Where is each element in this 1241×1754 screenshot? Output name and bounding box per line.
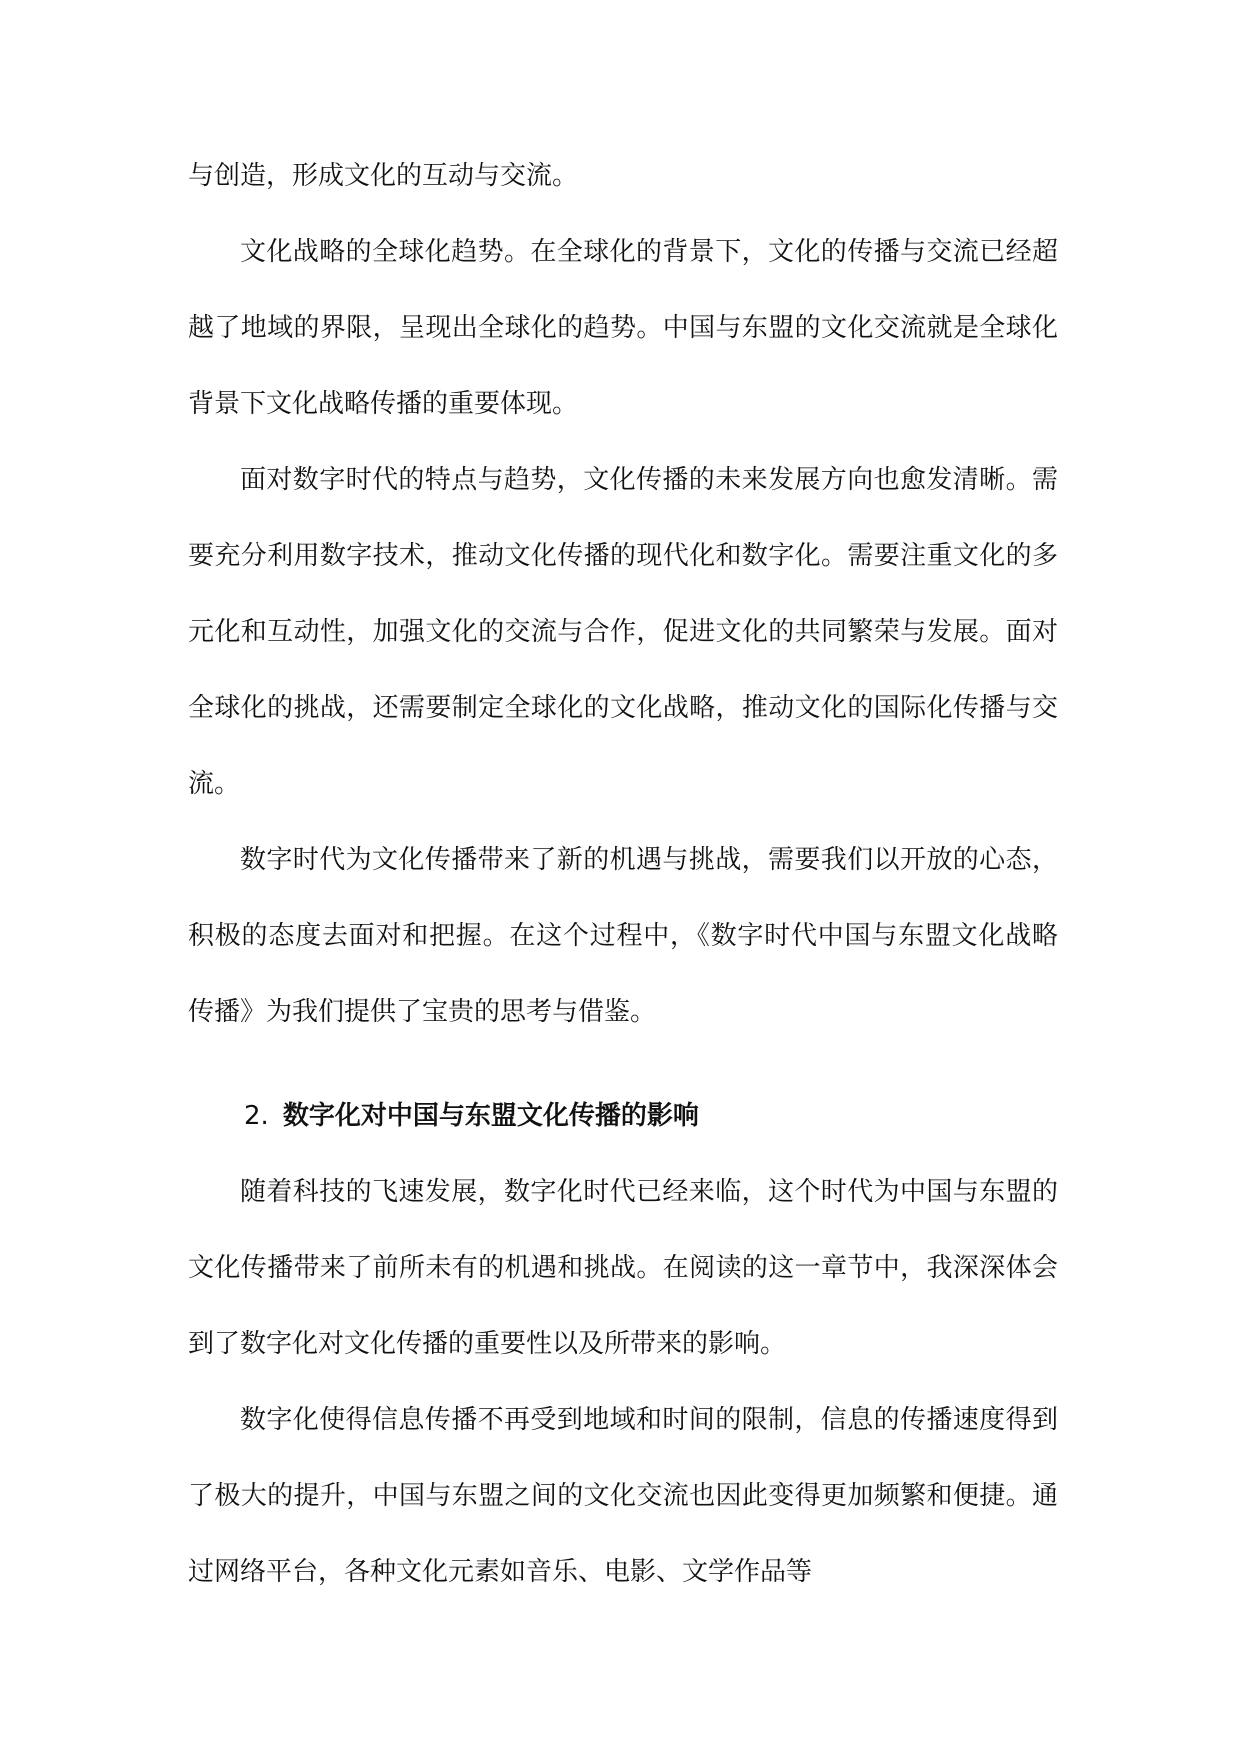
section-title: 数字化对中国与东盟文化传播的影响 (282, 1101, 699, 1131)
paragraph-opportunities: 数字时代为文化传播带来了新的机遇与挑战，需要我们以开放的心态，积极的态度去面对和把握。在这个过程中，《数字时代中国与东盟文化战略传播》为我们提供了宝贵的思考与借鉴。 (188, 845, 1058, 1027)
document-page (188, 138, 1058, 1610)
section-number: 2. (244, 1101, 269, 1131)
section-heading (188, 1078, 1058, 1154)
paragraph-digital-era: 随着科技的飞速发展，数字化时代已经来临，这个时代为中国与东盟的文化传播带来了前所未有的机遇和挑战。在阅读的这一章节中，我深深体会到了数字化对文化传播的重要性以及所带来的影响。 (188, 1177, 1058, 1359)
paragraph-continuation: 与创造，形成文化的互动与交流。 (188, 161, 579, 191)
paragraph-information-spread: 数字化使得信息传播不再受到地域和时间的限制，信息的传播速度得到了极大的提升，中国与东盟之间的文化交流也因此变得更加频繁和便捷。通过网络平台，各种文化元素如音乐、电影、文学作品等 (188, 1405, 1058, 1587)
paragraph-globalization-trend: 文化战略的全球化趋势。在全球化的背景下，文化的传播与交流已经超越了地域的界限，呈现出全球化的趋势。中国与东盟的文化交流就是全球化背景下文化战略传播的重要体现。 (188, 237, 1058, 419)
paragraph-future-direction: 面对数字时代的特点与趋势，文化传播的未来发展方向也愈发清晰。需要充分利用数字技术，推动文化传播的现代化和数字化。需要注重文化的多元化和互动性，加强文化的交流与合作，促进文化的共同繁荣与发展。面对全球化的挑战，还需要制定全球化的文化战略，推动文化的国际化传播与交流。 (188, 465, 1058, 799)
